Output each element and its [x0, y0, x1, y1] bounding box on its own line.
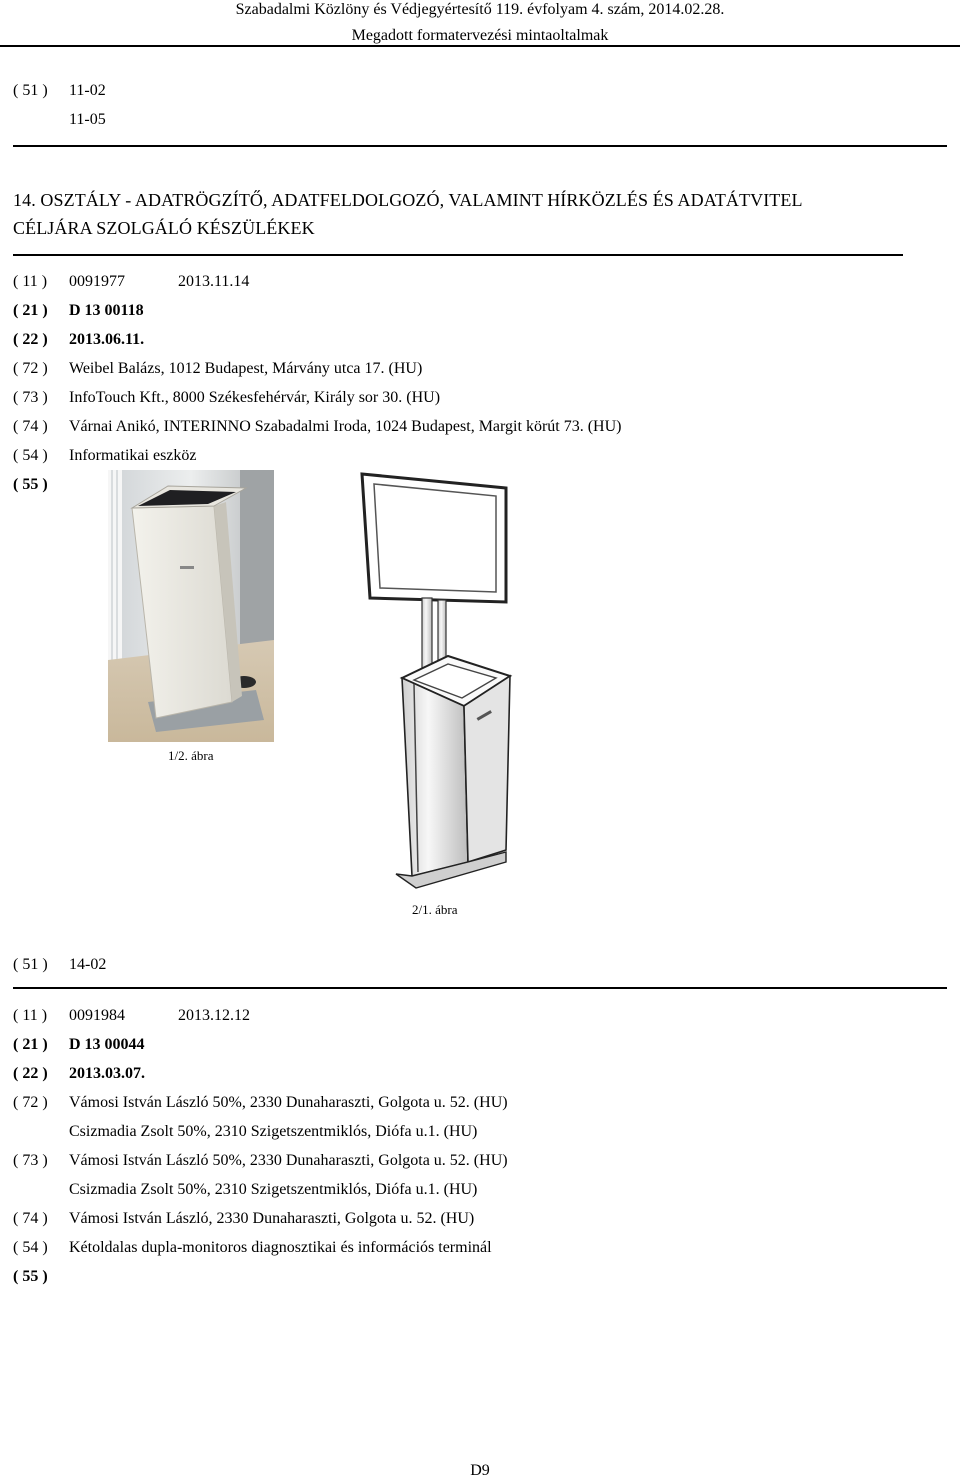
code-72: ( 72 ) [13, 360, 48, 377]
code-73: ( 73 ) [13, 1152, 48, 1169]
kiosk-photo-2 [356, 470, 522, 892]
code-51: ( 51 ) [13, 82, 48, 99]
class-heading-line2: CÉLJÁRA SZOLGÁLÓ KÉSZÜLÉKEK [13, 218, 315, 238]
kiosk-photo-1 [108, 470, 274, 742]
code-21: ( 21 ) [13, 302, 48, 319]
code-55: ( 55 ) [13, 1268, 48, 1285]
code-74: ( 74 ) [13, 418, 48, 435]
code-21: ( 21 ) [13, 1036, 48, 1053]
registration-number: 0091984 [69, 1007, 125, 1024]
designer: Csizmadia Zsolt 50%, 2310 Szigetszentmiklós, Diófa u.1. (HU) [69, 1123, 478, 1140]
journal-title: Szabadalmi Közlöny és Védjegyértesítő 119. évfolyam 4. szám, 2014.02.28. [235, 1, 725, 18]
figure-caption-2-1: 2/1. ábra [412, 902, 458, 917]
design-title: Informatikai eszköz [69, 447, 197, 464]
class-value: 11-05 [69, 111, 106, 128]
registration-number: 0091977 [69, 273, 125, 290]
code-11: ( 11 ) [13, 1007, 48, 1024]
code-22: ( 22 ) [13, 331, 48, 348]
class-value: 11-02 [69, 82, 106, 99]
class-heading-line1: 14. OSZTÁLY - ADATRÖGZÍTŐ, ADATFELDOLGOZÓ, VALAMINT HÍRKÖZLÉS ÉS ADATÁTVITEL [13, 190, 803, 210]
filing-date: 2013.03.07. [69, 1065, 145, 1082]
application-number: D 13 00044 [69, 1036, 145, 1053]
designer: Vámosi István László 50%, 2330 Dunaharaszti, Golgota u. 52. (HU) [69, 1094, 508, 1111]
figure-caption-1-2: 1/2. ábra [168, 748, 214, 763]
code-54: ( 54 ) [13, 1239, 48, 1256]
page-number: D9 [470, 1462, 490, 1479]
design-title: Kétoldalas dupla-monitoros diagnosztikai és információs terminál [69, 1239, 492, 1256]
code-73: ( 73 ) [13, 389, 48, 406]
section-subtitle: Megadott formatervezési mintaoltalmak [351, 27, 609, 44]
filing-date: 2013.06.11. [69, 331, 145, 348]
code-22: ( 22 ) [13, 1065, 48, 1082]
heading-rule [13, 254, 903, 256]
representative: Vámosi István László, 2330 Dunaharaszti, Golgota u. 52. (HU) [69, 1210, 475, 1227]
registration-date: 2013.11.14 [178, 273, 250, 290]
code-72: ( 72 ) [13, 1094, 48, 1111]
header-rule [0, 45, 960, 47]
code-11: ( 11 ) [13, 273, 48, 290]
representative: Várnai Anikó, INTERINNO Szabadalmi Iroda, 1024 Budapest, Margit körút 73. (HU) [69, 418, 622, 435]
application-number: D 13 00118 [69, 302, 144, 319]
class-value: 14-02 [69, 956, 107, 973]
owner: InfoTouch Kft., 8000 Székesfehérvár, Király sor 30. (HU) [69, 389, 441, 406]
code-74: ( 74 ) [13, 1210, 48, 1227]
section-rule [13, 987, 947, 989]
registration-date: 2013.12.12 [178, 1007, 250, 1024]
owner: Csizmadia Zsolt 50%, 2310 Szigetszentmiklós, Diófa u.1. (HU) [69, 1181, 478, 1198]
code-51: ( 51 ) [13, 956, 48, 973]
section-rule [13, 145, 947, 147]
owner: Vámosi István László 50%, 2330 Dunaharaszti, Golgota u. 52. (HU) [69, 1152, 508, 1169]
designer: Weibel Balázs, 1012 Budapest, Márvány utca 17. (HU) [69, 360, 423, 377]
code-55: ( 55 ) [13, 476, 48, 493]
code-54: ( 54 ) [13, 447, 48, 464]
